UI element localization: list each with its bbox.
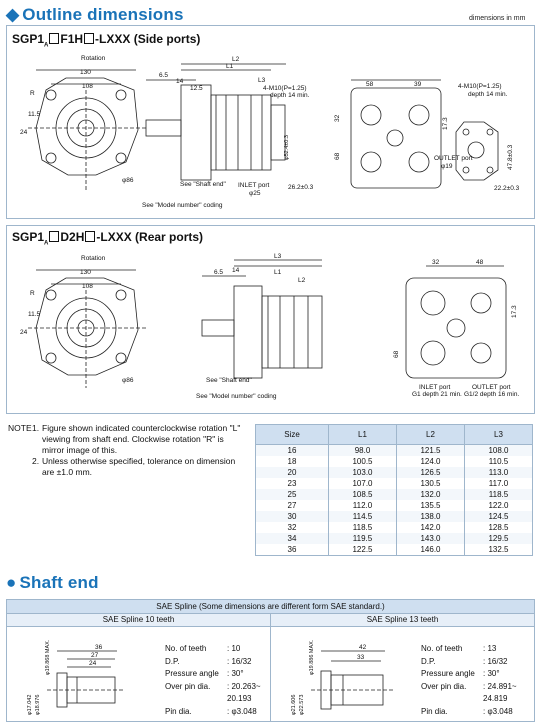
spec-row bbox=[165, 644, 263, 655]
svg-text:R: R bbox=[30, 90, 35, 97]
spec-value: : φ3.048 bbox=[483, 706, 513, 716]
spec-row bbox=[165, 669, 263, 680]
table-cell: 135.5 bbox=[397, 500, 465, 511]
svg-text:36: 36 bbox=[95, 644, 103, 651]
svg-text:φ86: φ86 bbox=[122, 377, 134, 384]
svg-text:108: 108 bbox=[82, 283, 93, 290]
spec-value: : 30° bbox=[227, 669, 244, 678]
spec-row bbox=[421, 694, 519, 705]
note-item: 2. Unless otherwise specified, tolerance on dimension are ±1.0 mm. bbox=[32, 456, 236, 477]
spec-key: Pin dia. bbox=[421, 706, 448, 716]
table-cell: 98.0 bbox=[329, 445, 397, 457]
spline-10-drawing bbox=[7, 627, 157, 719]
table-cell: 34 bbox=[256, 533, 329, 544]
table-cell: 110.5 bbox=[465, 456, 533, 467]
svg-text:47.8±0.3: 47.8±0.3 bbox=[507, 144, 514, 170]
spec-key: Pin dia. bbox=[165, 706, 192, 716]
spec-value: : 13 bbox=[483, 644, 497, 653]
svg-text:17.3: 17.3 bbox=[442, 117, 449, 130]
svg-text:4-M10(P=1.25): 4-M10(P=1.25) bbox=[263, 85, 307, 92]
flange-outline bbox=[36, 78, 138, 175]
svg-text:L1: L1 bbox=[226, 63, 234, 70]
svg-text:L2: L2 bbox=[298, 277, 306, 284]
spec-row bbox=[165, 682, 263, 693]
spline-10-subtitle: SAE Spline 10 teeth bbox=[7, 614, 270, 627]
svg-text:26.2±0.3: 26.2±0.3 bbox=[288, 184, 314, 191]
table-cell: 108.5 bbox=[329, 489, 397, 500]
table-cell: 122.5 bbox=[329, 544, 397, 556]
spline-13-drawing bbox=[271, 627, 421, 719]
outlet-flange bbox=[456, 122, 498, 180]
svg-text:L3: L3 bbox=[258, 77, 266, 84]
spec-value: : 24.891~ bbox=[483, 681, 517, 691]
table-cell: 121.5 bbox=[397, 445, 465, 457]
table-cell: 23 bbox=[256, 478, 329, 489]
table-cell: 118.5 bbox=[465, 489, 533, 500]
placeholder-box-icon bbox=[49, 33, 59, 44]
table-cell: 138.0 bbox=[397, 511, 465, 522]
spline-13-teeth bbox=[271, 614, 534, 721]
svg-text:24: 24 bbox=[20, 129, 28, 136]
svg-text:6.5: 6.5 bbox=[214, 269, 224, 276]
spec-key bbox=[421, 694, 481, 705]
svg-text:39: 39 bbox=[414, 81, 422, 88]
spec-key: Pressure angle bbox=[421, 669, 475, 678]
note-item: NOTE 1. Figure shown indicated counterclockwise rotation "L" viewing from shaft end. Clockwise rotation "R" is mirror image of this. bbox=[8, 423, 241, 455]
table-cell: 20 bbox=[256, 467, 329, 478]
table-cell: 16 bbox=[256, 445, 329, 457]
placeholder-box-icon bbox=[84, 33, 94, 44]
rear-ports-drawing bbox=[6, 248, 533, 410]
spec-value: : φ3.048 bbox=[227, 706, 257, 716]
table-cell: 132.0 bbox=[397, 489, 465, 500]
col-l1: L1 bbox=[329, 425, 397, 445]
svg-text:L3: L3 bbox=[274, 253, 282, 260]
spline-13-specs bbox=[419, 642, 521, 719]
svg-text:φ25: φ25 bbox=[249, 190, 261, 197]
table-cell: 118.5 bbox=[329, 522, 397, 533]
side-ports-title: $SGP1_A$ F1H -LXXX (Side ports) bbox=[12, 32, 201, 49]
table-cell: 114.5 bbox=[329, 511, 397, 522]
table-cell: 27 bbox=[256, 500, 329, 511]
dimension-table bbox=[255, 424, 533, 556]
svg-text:See "Shaft end": See "Shaft end" bbox=[206, 377, 252, 384]
table-row bbox=[256, 522, 533, 533]
svg-text:22.2±0.3: 22.2±0.3 bbox=[494, 185, 520, 192]
diamond-bullet-icon: ◆ bbox=[6, 5, 20, 24]
spec-key: D.P. bbox=[421, 656, 436, 666]
svg-text:68: 68 bbox=[393, 350, 400, 358]
svg-text:φ19: φ19 bbox=[441, 163, 453, 170]
spec-key: Over pin dia. bbox=[165, 681, 211, 691]
spec-row bbox=[165, 657, 263, 668]
mount-hole bbox=[46, 153, 56, 163]
svg-text:17.3: 17.3 bbox=[511, 305, 518, 318]
svg-text:32: 32 bbox=[334, 114, 341, 122]
spec-value: : 30° bbox=[483, 669, 500, 678]
svg-text:11.5: 11.5 bbox=[28, 111, 41, 118]
svg-text:φ19.868 MAX.: φ19.868 MAX. bbox=[45, 639, 51, 675]
placeholder-box-icon bbox=[49, 231, 59, 242]
table-cell: 103.0 bbox=[329, 467, 397, 478]
circle-bullet-icon: ● bbox=[6, 573, 17, 592]
svg-text:φ17.042: φ17.042 bbox=[27, 694, 33, 715]
table-cell: 122.0 bbox=[465, 500, 533, 511]
spec-value: 20.193 bbox=[227, 694, 252, 703]
spec-row bbox=[421, 644, 519, 655]
svg-text:130: 130 bbox=[80, 269, 91, 276]
svg-text:φ22.573: φ22.573 bbox=[299, 694, 305, 715]
svg-text:φ18.976: φ18.976 bbox=[35, 694, 41, 715]
spec-key: No. of teeth bbox=[165, 644, 207, 653]
table-cell: 129.5 bbox=[465, 533, 533, 544]
spec-value: : 20.263~ bbox=[227, 681, 261, 691]
table-cell: 108.0 bbox=[465, 445, 533, 457]
svg-text:14: 14 bbox=[232, 267, 240, 274]
spec-key bbox=[165, 694, 225, 705]
table-cell: 36 bbox=[256, 544, 329, 556]
svg-text:INLET port: INLET port bbox=[238, 182, 270, 189]
svg-text:See "Model number" coding: See "Model number" coding bbox=[196, 393, 277, 400]
units-label: dimensions in mm bbox=[469, 15, 526, 22]
col-size: Size bbox=[256, 425, 329, 445]
svg-text:G1/2 depth 16 min.: G1/2 depth 16 min. bbox=[464, 391, 520, 398]
svg-text:24: 24 bbox=[89, 660, 97, 667]
svg-text:OUTLET port: OUTLET port bbox=[472, 384, 511, 391]
svg-text:L2: L2 bbox=[232, 56, 240, 63]
svg-text:INLET port: INLET port bbox=[419, 384, 451, 391]
spec-row bbox=[421, 669, 519, 680]
table-row bbox=[256, 544, 533, 556]
svg-text:33: 33 bbox=[357, 654, 365, 661]
col-l2: L2 bbox=[397, 425, 465, 445]
spec-row bbox=[165, 694, 263, 705]
label-rotation: Rotation bbox=[81, 55, 106, 62]
shaft-header: SAE Spline (Some dimensions are different form SAE standard.) bbox=[7, 600, 534, 614]
svg-text:See "Model number" coding: See "Model number" coding bbox=[142, 202, 223, 209]
table-cell: 18 bbox=[256, 456, 329, 467]
table-cell: 30 bbox=[256, 511, 329, 522]
spec-key: Pressure angle bbox=[165, 669, 219, 678]
svg-text:φ52.4±0.3: φ52.4±0.3 bbox=[284, 135, 290, 160]
table-cell: 142.0 bbox=[397, 522, 465, 533]
outline-title: ◆ Outline dimensions bbox=[6, 5, 184, 24]
spec-key: Over pin dia. bbox=[421, 681, 467, 691]
table-row bbox=[256, 467, 533, 478]
spec-value: : 16/32 bbox=[483, 656, 508, 666]
table-row bbox=[256, 500, 533, 511]
svg-text:32: 32 bbox=[432, 259, 440, 266]
svg-text:L1: L1 bbox=[274, 269, 282, 276]
spline-10-specs bbox=[163, 642, 265, 719]
svg-text:108: 108 bbox=[82, 83, 93, 90]
spec-value: 24.819 bbox=[483, 694, 508, 703]
rear-ports-title: $SGP1_A$ D2H -LXXX (Rear ports) bbox=[12, 230, 204, 247]
table-cell: 124.5 bbox=[465, 511, 533, 522]
mount-hole bbox=[116, 90, 126, 100]
svg-text:68: 68 bbox=[334, 152, 341, 160]
mount-flange bbox=[181, 85, 211, 180]
table-cell: 126.5 bbox=[397, 467, 465, 478]
svg-text:R: R bbox=[30, 290, 35, 297]
notes-block bbox=[8, 423, 248, 478]
spec-row bbox=[421, 707, 519, 718]
mount-hole bbox=[46, 90, 56, 100]
svg-text:See "Shaft end": See "Shaft end" bbox=[180, 181, 226, 188]
table-cell: 117.0 bbox=[465, 478, 533, 489]
table-cell: 143.0 bbox=[397, 533, 465, 544]
table-cell: 32 bbox=[256, 522, 329, 533]
spec-value: : 16/32 bbox=[227, 656, 252, 666]
spec-row bbox=[165, 707, 263, 718]
spec-row bbox=[421, 657, 519, 668]
spec-key: D.P. bbox=[165, 656, 180, 666]
svg-text:27: 27 bbox=[91, 652, 99, 659]
table-row bbox=[256, 478, 533, 489]
table-row bbox=[256, 489, 533, 500]
table-cell: 119.5 bbox=[329, 533, 397, 544]
table-cell: 132.5 bbox=[465, 544, 533, 556]
svg-text:24: 24 bbox=[20, 329, 28, 336]
table-cell: 130.5 bbox=[397, 478, 465, 489]
svg-text:4-M10(P=1.25): 4-M10(P=1.25) bbox=[458, 83, 502, 90]
svg-text:depth 14 min.: depth 14 min. bbox=[270, 92, 310, 99]
table-cell: 113.0 bbox=[465, 467, 533, 478]
svg-text:48: 48 bbox=[476, 259, 484, 266]
svg-text:OUTLET port: OUTLET port bbox=[434, 155, 473, 162]
table-cell: 25 bbox=[256, 489, 329, 500]
svg-text:φ19.886 MAX.: φ19.886 MAX. bbox=[309, 639, 315, 675]
col-l3: L3 bbox=[465, 425, 533, 445]
table-row bbox=[256, 511, 533, 522]
svg-text:6.5: 6.5 bbox=[159, 72, 169, 79]
placeholder-box-icon bbox=[85, 231, 95, 242]
table-cell: 128.5 bbox=[465, 522, 533, 533]
spline-13-subtitle: SAE Spline 13 teeth bbox=[271, 614, 534, 627]
svg-text:58: 58 bbox=[366, 81, 374, 88]
svg-text:depth 14 min.: depth 14 min. bbox=[468, 91, 508, 98]
table-row bbox=[256, 456, 533, 467]
shaft-end-title: ● Shaft end bbox=[6, 573, 99, 592]
svg-text:φ21.606: φ21.606 bbox=[291, 694, 297, 715]
svg-text:Rotation: Rotation bbox=[81, 255, 106, 262]
spec-row bbox=[421, 682, 519, 693]
side-ports-drawing bbox=[6, 50, 533, 216]
spec-key: No. of teeth bbox=[421, 644, 463, 653]
svg-text:42: 42 bbox=[359, 644, 367, 651]
shaft-panel bbox=[6, 599, 535, 722]
top-body bbox=[351, 88, 441, 188]
svg-text:G1 depth 21 min.: G1 depth 21 min. bbox=[412, 391, 462, 398]
shaft bbox=[146, 120, 181, 136]
spec-value: : 10 bbox=[227, 644, 241, 653]
svg-text:φ86: φ86 bbox=[122, 177, 134, 184]
svg-text:14: 14 bbox=[176, 78, 184, 85]
table-row bbox=[256, 445, 533, 457]
table-cell: 124.0 bbox=[397, 456, 465, 467]
table-cell: 112.0 bbox=[329, 500, 397, 511]
table-row bbox=[256, 533, 533, 544]
svg-text:130: 130 bbox=[80, 69, 91, 76]
svg-text:12.5: 12.5 bbox=[190, 85, 203, 92]
table-cell: 100.5 bbox=[329, 456, 397, 467]
spline-10-teeth bbox=[7, 614, 271, 721]
table-cell: 107.0 bbox=[329, 478, 397, 489]
svg-text:11.5: 11.5 bbox=[28, 311, 41, 318]
table-cell: 146.0 bbox=[397, 544, 465, 556]
mount-hole bbox=[116, 153, 126, 163]
